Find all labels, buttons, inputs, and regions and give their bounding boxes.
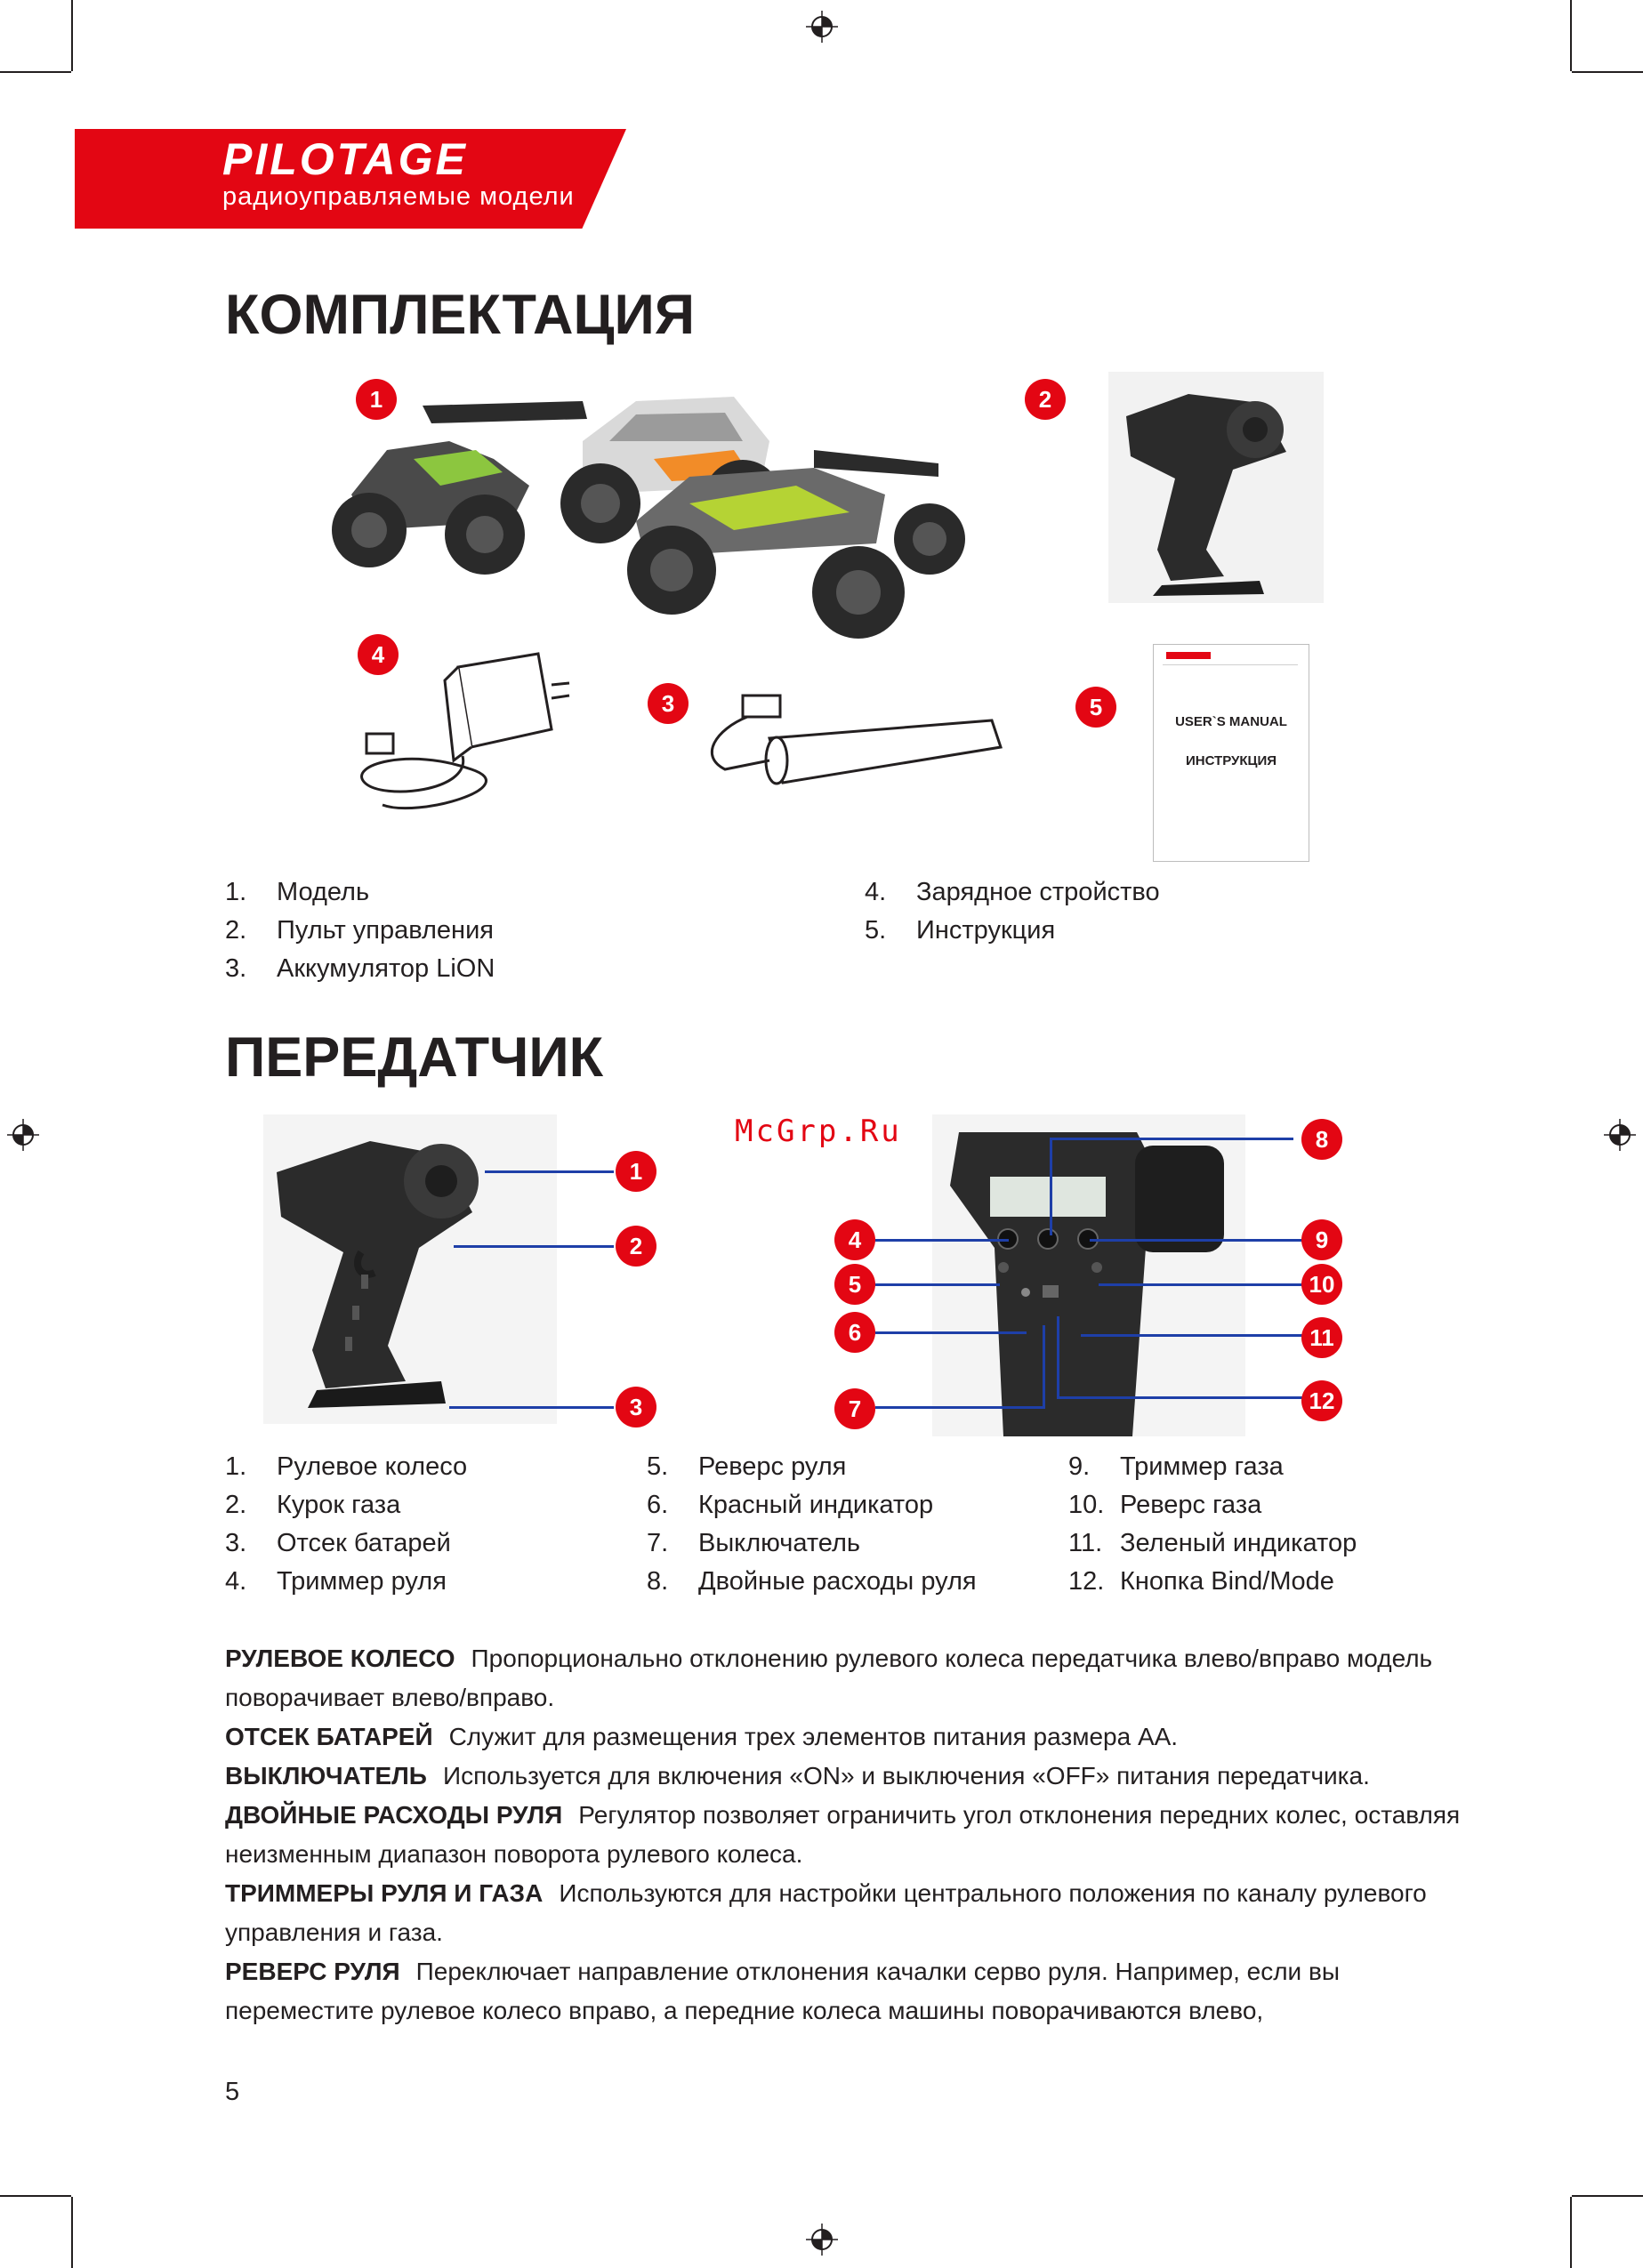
list-label: Выключатель — [698, 1529, 860, 1557]
callout-badge: 11 — [1301, 1317, 1342, 1358]
page-number: 5 — [225, 2078, 240, 2106]
contents-list-right — [865, 873, 1160, 950]
list-label: Триммер руля — [277, 1567, 447, 1596]
brand-logo: PILOTAGE — [222, 134, 468, 184]
description-paragraph — [225, 1796, 1488, 1874]
crop-mark — [71, 2197, 73, 2268]
manual-title-ru: ИНСТРУКЦИЯ — [1185, 753, 1277, 768]
descriptions — [225, 1639, 1488, 2031]
callout-badge: 2 — [616, 1226, 656, 1267]
registration-mark-icon — [1602, 1117, 1638, 1153]
description-term: РУЛЕВОЕ КОЛЕСО — [225, 1645, 455, 1672]
description-paragraph — [225, 1639, 1488, 1717]
callout-badge: 8 — [1301, 1119, 1342, 1160]
transmitter-side-photo — [263, 1114, 557, 1424]
transmitter-top-photo — [932, 1114, 1245, 1436]
list-number: 5. — [865, 916, 887, 945]
description-paragraph — [225, 1757, 1488, 1796]
list-item — [1068, 1448, 1357, 1486]
list-item — [225, 1524, 467, 1563]
list-label: Отсек батарей — [277, 1529, 451, 1557]
callout-line — [1057, 1396, 1321, 1399]
description-text: Регулятор позволяет ограничить угол отклонения передних колес, оставляя неизменным диапазон поворота рулевого колеса. — [225, 1801, 1461, 1868]
callout-line — [1081, 1334, 1321, 1337]
list-number: 4. — [225, 1567, 247, 1596]
crop-mark — [0, 71, 71, 73]
list-label: Рулевое колесо — [277, 1452, 468, 1481]
callout-line — [1043, 1325, 1045, 1409]
manual-logo — [1166, 652, 1211, 659]
list-item — [225, 912, 495, 950]
callout-badge: 10 — [1301, 1264, 1342, 1305]
transmitter-list-col3 — [1068, 1448, 1357, 1601]
description-term: ДВОЙНЫЕ РАСХОДЫ РУЛЯ — [225, 1801, 563, 1829]
brand-tagline: радиоуправляемые модели — [222, 182, 575, 211]
list-item — [225, 1486, 467, 1524]
description-paragraph — [225, 1717, 1488, 1757]
description-text: Пропорционально отклонению рулевого колеса передатчика влево/вправо модель поворачивает влево/вправо. — [225, 1645, 1433, 1711]
callout-badge: 7 — [834, 1388, 875, 1429]
callout-badge: 2 — [1025, 379, 1066, 420]
crop-mark — [1572, 2195, 1643, 2197]
list-label: Зарядное стройство — [916, 878, 1160, 906]
registration-mark-icon — [804, 2222, 840, 2257]
contents-list-left — [225, 873, 495, 988]
list-number: 3. — [225, 1529, 247, 1557]
list-number: 4. — [865, 878, 887, 906]
callout-badge: 1 — [616, 1151, 656, 1192]
list-label: Аккумулятор LiON — [277, 954, 495, 983]
list-number: 3. — [225, 954, 247, 983]
list-number: 11. — [1068, 1529, 1103, 1557]
list-number: 8. — [647, 1567, 669, 1596]
description-paragraph — [225, 1874, 1488, 1952]
list-item — [865, 873, 1160, 912]
callout-line — [1099, 1283, 1321, 1286]
list-label: Двойные расходы руля — [698, 1567, 977, 1596]
list-item — [647, 1524, 977, 1563]
list-item — [1068, 1486, 1357, 1524]
list-label: Модель — [277, 878, 370, 906]
description-text: Используются для настройки центрального положения по каналу рулевого управления и газа. — [225, 1879, 1427, 1946]
callout-badge: 4 — [358, 634, 399, 675]
crop-mark — [1570, 0, 1572, 71]
list-item — [225, 950, 495, 988]
description-text: Служит для размещения трех элементов питания размера АА. — [448, 1723, 1179, 1750]
callout-line — [449, 1406, 614, 1409]
battery-illustration — [698, 685, 1010, 809]
transmitter-list-col2 — [647, 1448, 977, 1601]
list-number: 1. — [225, 878, 247, 906]
transmitter-list-col1 — [225, 1448, 467, 1601]
list-item — [225, 1563, 467, 1601]
callout-badge: 3 — [616, 1387, 656, 1428]
divider — [1163, 664, 1298, 665]
section-title-transmitter: ПЕРЕДАТЧИК — [225, 1026, 604, 1089]
callout-line — [875, 1331, 1027, 1334]
description-text: Переключает направление отклонения качалки серво руля. Например, если вы переместите рулевое колесо вправо, а передние колеса машины поворачиваются влево, — [225, 1958, 1340, 2024]
callout-line — [1090, 1239, 1321, 1242]
watermark: McGrp.Ru — [735, 1114, 902, 1149]
section-title-contents: КОМПЛЕКТАЦИЯ — [225, 284, 696, 346]
callout-line — [454, 1245, 614, 1248]
manual-title-en: USER`S MANUAL — [1175, 714, 1287, 729]
callout-badge: 1 — [356, 379, 397, 420]
list-number: 1. — [225, 1452, 247, 1481]
list-label: Триммер газа — [1120, 1452, 1284, 1481]
callout-line — [875, 1239, 1009, 1242]
list-number: 6. — [647, 1491, 669, 1519]
list-label: Реверс газа — [1120, 1491, 1262, 1519]
callout-line — [1050, 1138, 1293, 1140]
list-label: Курок газа — [277, 1491, 401, 1519]
transmitter-photo — [1108, 372, 1324, 603]
manual-thumbnail — [1153, 644, 1309, 862]
description-paragraph — [225, 1952, 1488, 2031]
description-term: ТРИММЕРЫ РУЛЯ И ГАЗА — [225, 1879, 544, 1907]
callout-line — [875, 1406, 1044, 1409]
callout-line — [485, 1170, 614, 1173]
list-item — [647, 1448, 977, 1486]
list-label: Пульт управления — [277, 916, 494, 945]
list-item — [225, 1448, 467, 1486]
list-number: 2. — [225, 1491, 247, 1519]
description-term: ОТСЕК БАТАРЕЙ — [225, 1723, 433, 1750]
list-label: Кнопка Bind/Mode — [1120, 1567, 1334, 1596]
callout-badge: 5 — [1075, 687, 1116, 728]
list-item — [865, 912, 1160, 950]
list-number: 12. — [1068, 1567, 1105, 1596]
list-item — [647, 1486, 977, 1524]
callout-line — [1050, 1138, 1052, 1235]
list-item — [1068, 1524, 1357, 1563]
callout-line — [875, 1283, 1000, 1286]
description-text: Используется для включения «ON» и выключения «OFF» питания передатчика. — [442, 1762, 1370, 1789]
callout-badge: 6 — [834, 1312, 875, 1353]
list-label: Красный индикатор — [698, 1491, 934, 1519]
crop-mark — [1570, 2197, 1572, 2268]
callout-badge: 12 — [1301, 1380, 1342, 1421]
list-number: 2. — [225, 916, 247, 945]
list-number: 5. — [647, 1452, 669, 1481]
crop-mark — [1572, 71, 1643, 73]
list-label: Реверс руля — [698, 1452, 847, 1481]
list-number: 9. — [1068, 1452, 1091, 1481]
list-label: Зеленый индикатор — [1120, 1529, 1357, 1557]
list-item — [647, 1563, 977, 1601]
list-item — [1068, 1563, 1357, 1601]
list-number: 7. — [647, 1529, 669, 1557]
list-item — [225, 873, 495, 912]
crop-mark — [0, 2195, 71, 2197]
list-number: 10. — [1068, 1491, 1105, 1519]
description-term: ВЫКЛЮЧАТЕЛЬ — [225, 1762, 427, 1789]
callout-badge: 5 — [834, 1264, 875, 1305]
registration-mark-icon — [804, 9, 840, 44]
registration-mark-icon — [5, 1117, 41, 1153]
callout-badge: 4 — [834, 1219, 875, 1260]
rc-cars-illustration — [316, 388, 992, 664]
callout-badge: 3 — [648, 683, 689, 724]
callout-line — [1057, 1316, 1059, 1399]
description-term: РЕВЕРС РУЛЯ — [225, 1958, 400, 1985]
crop-mark — [71, 0, 73, 71]
callout-badge: 9 — [1301, 1219, 1342, 1260]
list-label: Инструкция — [916, 916, 1056, 945]
